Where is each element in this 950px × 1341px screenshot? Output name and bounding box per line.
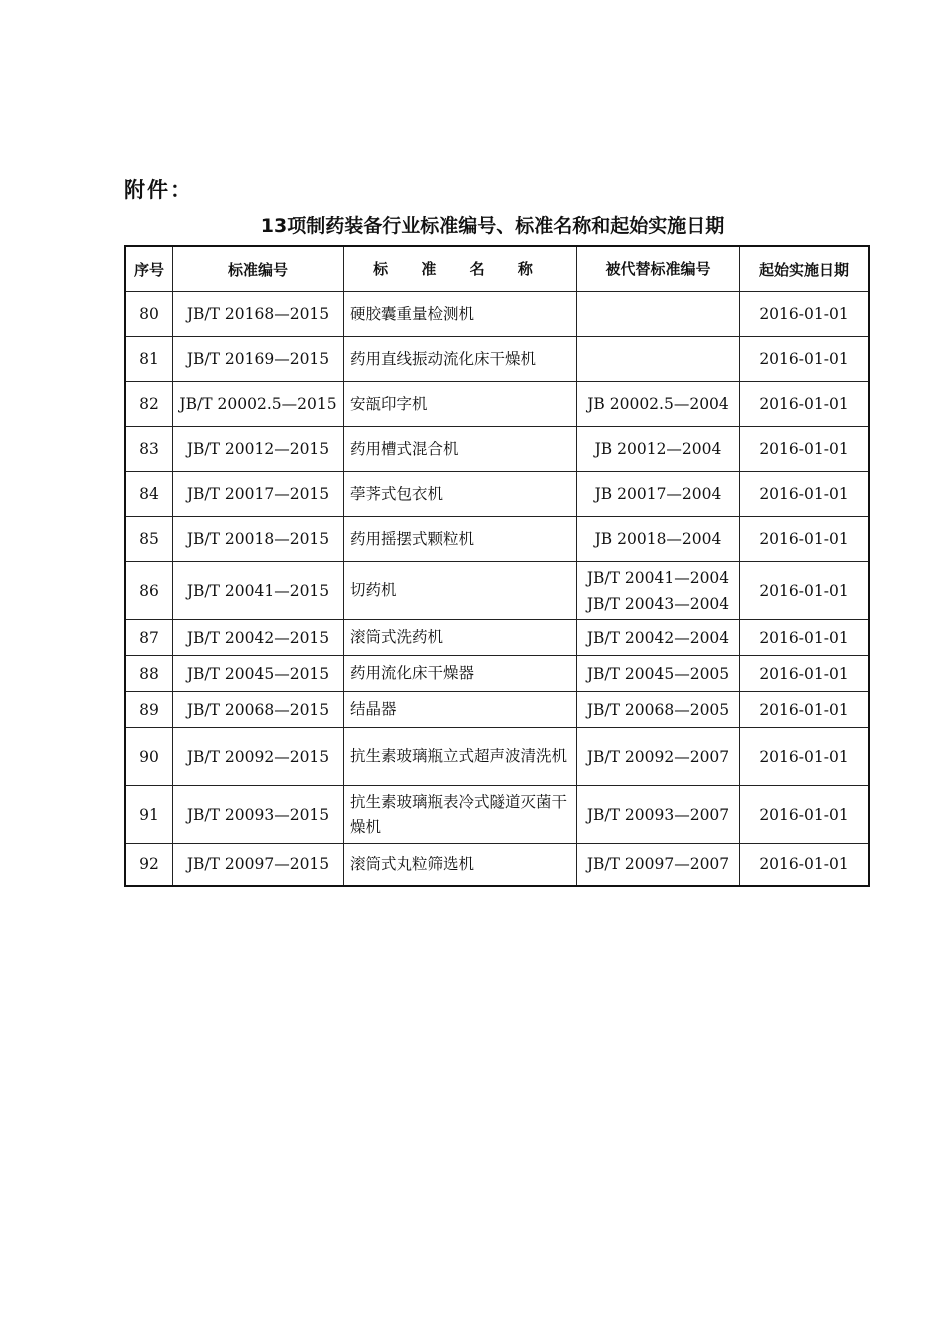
row-number: 83 [125, 427, 173, 472]
standard-code: JB/T 20068—2015 [173, 692, 344, 728]
effective-date: 2016-01-01 [740, 656, 870, 692]
replaced-standard-code: JB 20018—2004 [594, 530, 722, 548]
standard-name: 药用摇摆式颗粒机 [344, 517, 577, 562]
replaced-standards [577, 382, 740, 427]
table-row [125, 292, 869, 337]
standard-code: JB/T 20093—2015 [173, 786, 344, 844]
replaced-standard-code: JB/T 20097—2007 [586, 855, 730, 874]
replaced-standards [577, 844, 740, 886]
table-row [125, 692, 869, 728]
table-body [125, 292, 869, 886]
replaced-standards [577, 692, 740, 728]
table-row [125, 728, 869, 786]
standard-code: JB/T 20168—2015 [173, 292, 344, 337]
standard-name: 切药机 [344, 562, 577, 620]
replaced-standard-code: JB/T 20041—2004 [586, 568, 730, 587]
row-number: 82 [125, 382, 173, 427]
row-number: 85 [125, 517, 173, 562]
standard-code: JB/T 20017—2015 [173, 472, 344, 517]
effective-date: 2016-01-01 [740, 427, 870, 472]
standard-name: 滚筒式洗药机 [344, 620, 577, 656]
table-row [125, 620, 869, 656]
row-number: 87 [125, 620, 173, 656]
replaced-standards [577, 517, 740, 562]
table-row [125, 517, 869, 562]
effective-date: 2016-01-01 [740, 292, 870, 337]
standard-name: 结晶器 [344, 692, 577, 728]
standard-name: 硬胶囊重量检测机 [344, 292, 577, 337]
attachment-heading: 附件： [124, 178, 193, 202]
standard-code: JB/T 20002.5—2015 [173, 382, 344, 427]
standard-code: JB/T 20097—2015 [173, 844, 344, 886]
row-number: 92 [125, 844, 173, 886]
replaced-standard-code: JB/T 20093—2007 [586, 805, 730, 824]
effective-date: 2016-01-01 [740, 562, 870, 620]
standard-name: 药用直线振动流化床干燥机 [344, 337, 577, 382]
column-header-no: 序号 [125, 246, 173, 292]
standard-name: 抗生素玻璃瓶表冷式隧道灭菌干燥机 [344, 786, 577, 844]
table-row [125, 844, 869, 886]
replaced-standards [577, 427, 740, 472]
table-header-row [125, 246, 869, 292]
effective-date: 2016-01-01 [740, 620, 870, 656]
replaced-standards [577, 562, 740, 620]
replaced-standards [577, 472, 740, 517]
replaced-standards [577, 786, 740, 844]
standard-name: 药用槽式混合机 [344, 427, 577, 472]
replaced-standard-code: JB/T 20042—2004 [586, 628, 730, 647]
replaced-standard-code: JB 20017—2004 [594, 485, 722, 503]
column-header-date: 起始实施日期 [740, 246, 870, 292]
column-header-name-label: 标 准 名 称 [373, 259, 547, 278]
effective-date: 2016-01-01 [740, 337, 870, 382]
effective-date: 2016-01-01 [740, 472, 870, 517]
standard-code: JB/T 20169—2015 [173, 337, 344, 382]
row-number: 84 [125, 472, 173, 517]
standard-code: JB/T 20092—2015 [173, 728, 344, 786]
table-row [125, 656, 869, 692]
table-row [125, 337, 869, 382]
replaced-standard-code: JB/T 20092—2007 [586, 747, 730, 766]
table-row [125, 427, 869, 472]
table-row [125, 562, 869, 620]
replaced-standard-code: JB/T 20045—2005 [586, 664, 730, 683]
standard-code: JB/T 20042—2015 [173, 620, 344, 656]
effective-date: 2016-01-01 [740, 844, 870, 886]
column-header-name [344, 246, 577, 292]
standard-name: 药用流化床干燥器 [344, 656, 577, 692]
table-row [125, 382, 869, 427]
row-number: 91 [125, 786, 173, 844]
row-number: 90 [125, 728, 173, 786]
row-number: 88 [125, 656, 173, 692]
column-header-code: 标准编号 [173, 246, 344, 292]
replaced-standard-code: JB/T 20068—2005 [586, 700, 730, 719]
effective-date: 2016-01-01 [740, 786, 870, 844]
replaced-standard-code: JB 20002.5—2004 [587, 395, 729, 413]
effective-date: 2016-01-01 [740, 517, 870, 562]
document-title: 13项制药装备行业标准编号、标准名称和起始实施日期 [260, 215, 725, 237]
replaced-standards [577, 292, 740, 337]
row-number: 80 [125, 292, 173, 337]
replaced-standard-code: JB 20012—2004 [594, 440, 722, 458]
effective-date: 2016-01-01 [740, 382, 870, 427]
replaced-standards [577, 620, 740, 656]
table-row [125, 472, 869, 517]
replaced-standards [577, 337, 740, 382]
row-number: 89 [125, 692, 173, 728]
table-row [125, 786, 869, 844]
column-header-replaced: 被代替标准编号 [577, 246, 740, 292]
standard-name: 安瓿印字机 [344, 382, 577, 427]
replaced-standards [577, 728, 740, 786]
replaced-standard-code: JB/T 20043—2004 [586, 594, 730, 613]
replaced-standards [577, 656, 740, 692]
standard-code: JB/T 20018—2015 [173, 517, 344, 562]
standard-code: JB/T 20045—2015 [173, 656, 344, 692]
standard-name: 荸荠式包衣机 [344, 472, 577, 517]
effective-date: 2016-01-01 [740, 728, 870, 786]
row-number: 81 [125, 337, 173, 382]
effective-date: 2016-01-01 [740, 692, 870, 728]
row-number: 86 [125, 562, 173, 620]
standard-name: 滚筒式丸粒筛选机 [344, 844, 577, 886]
standard-code: JB/T 20041—2015 [173, 562, 344, 620]
standard-name: 抗生素玻璃瓶立式超声波清洗机 [344, 728, 577, 786]
standards-table [124, 245, 870, 887]
standard-code: JB/T 20012—2015 [173, 427, 344, 472]
